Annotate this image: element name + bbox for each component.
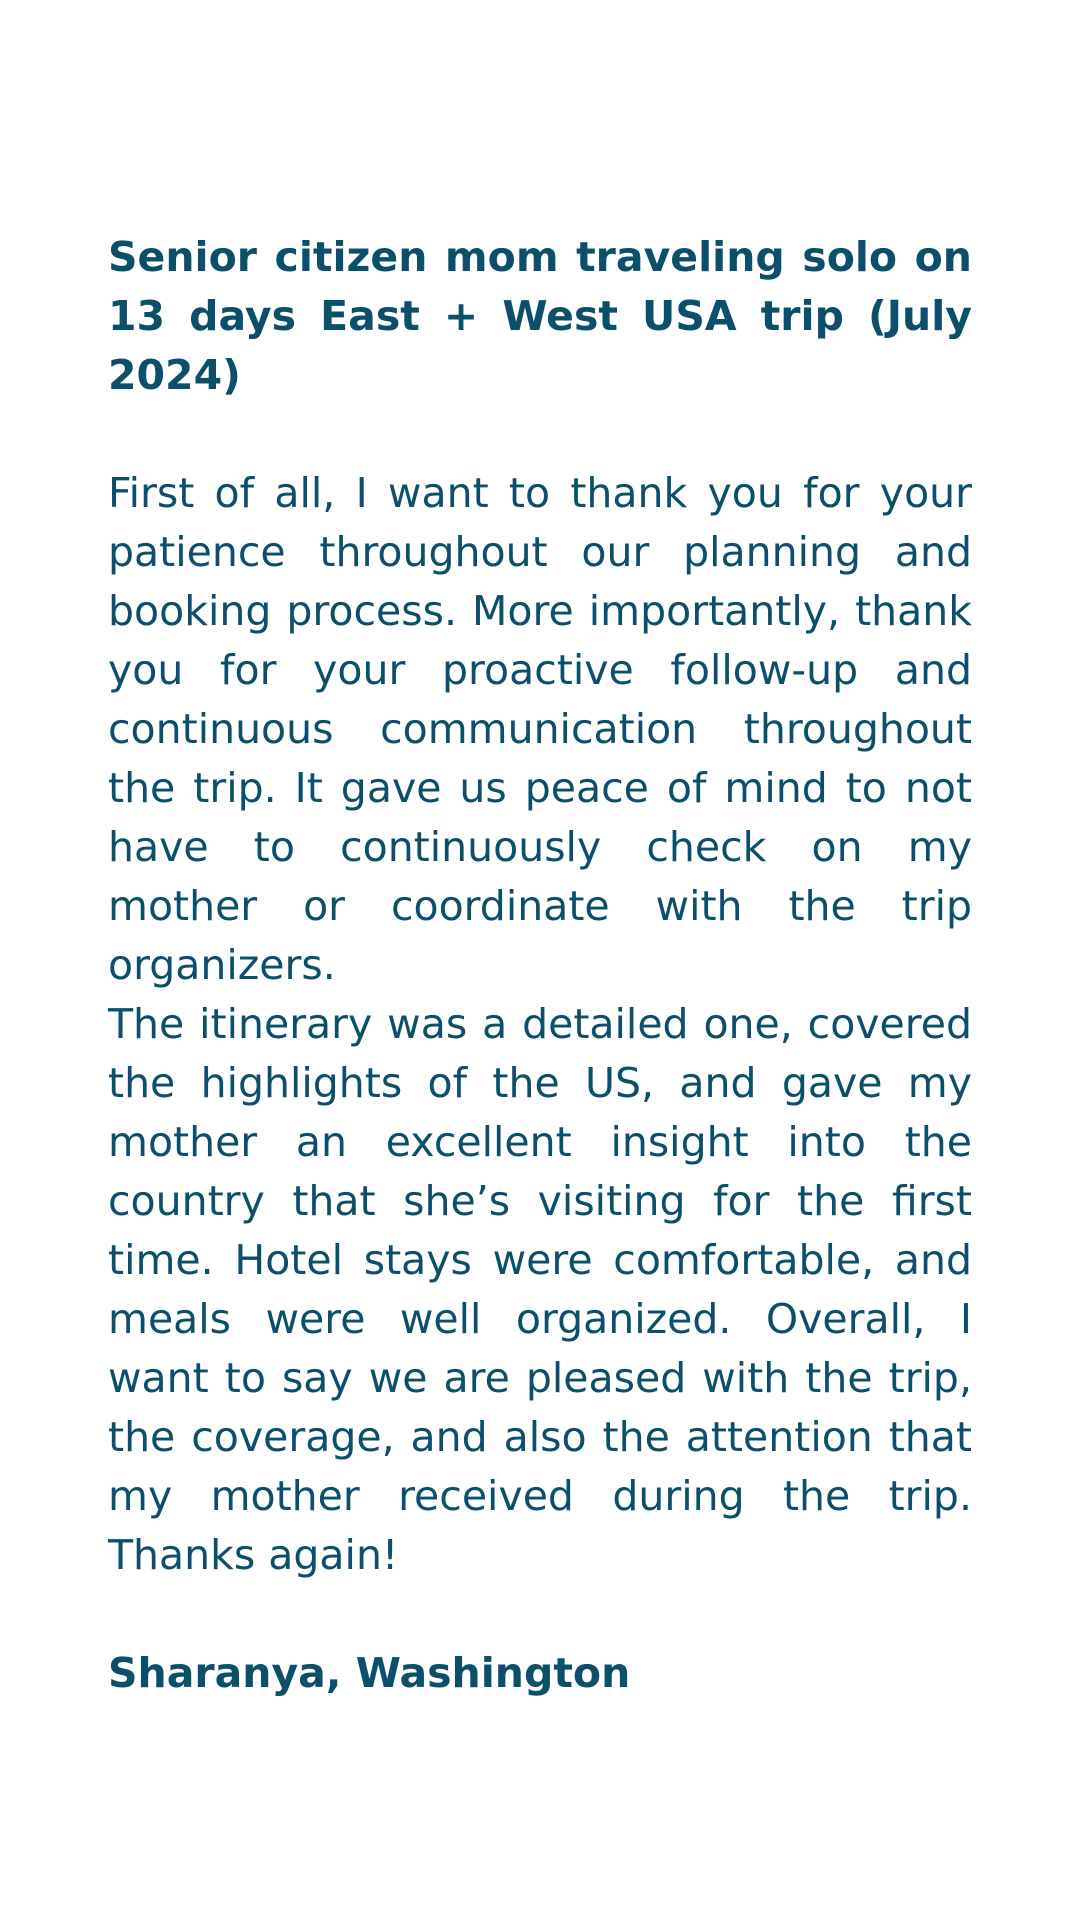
- testimonial-title: Senior citizen mom traveling solo on 13 days East + West USA trip (July 2024): [108, 233, 972, 399]
- testimonial-signature: Sharanya, Washington: [108, 1649, 631, 1697]
- testimonial-paragraph-1: First of all, I want to thank you for your patience throughout our planning and booking process. More importantly, thank you for your proactive follow-up and continuous communication throughout the trip. It gave us peace of mind to not have to continuously check on my mother or coordinate with the trip organizers.: [108, 469, 972, 989]
- testimonial-paragraph-2: The itinerary was a detailed one, covered the highlights of the US, and gave my mother an excellent insight into the country that she’s visiting for the first time. Hotel stays were comfortable, and meals were well organized. Overall, I want to say we are pleased with the trip, the coverage, and also the attention that my mother received during the trip. Thanks again!: [108, 1000, 972, 1579]
